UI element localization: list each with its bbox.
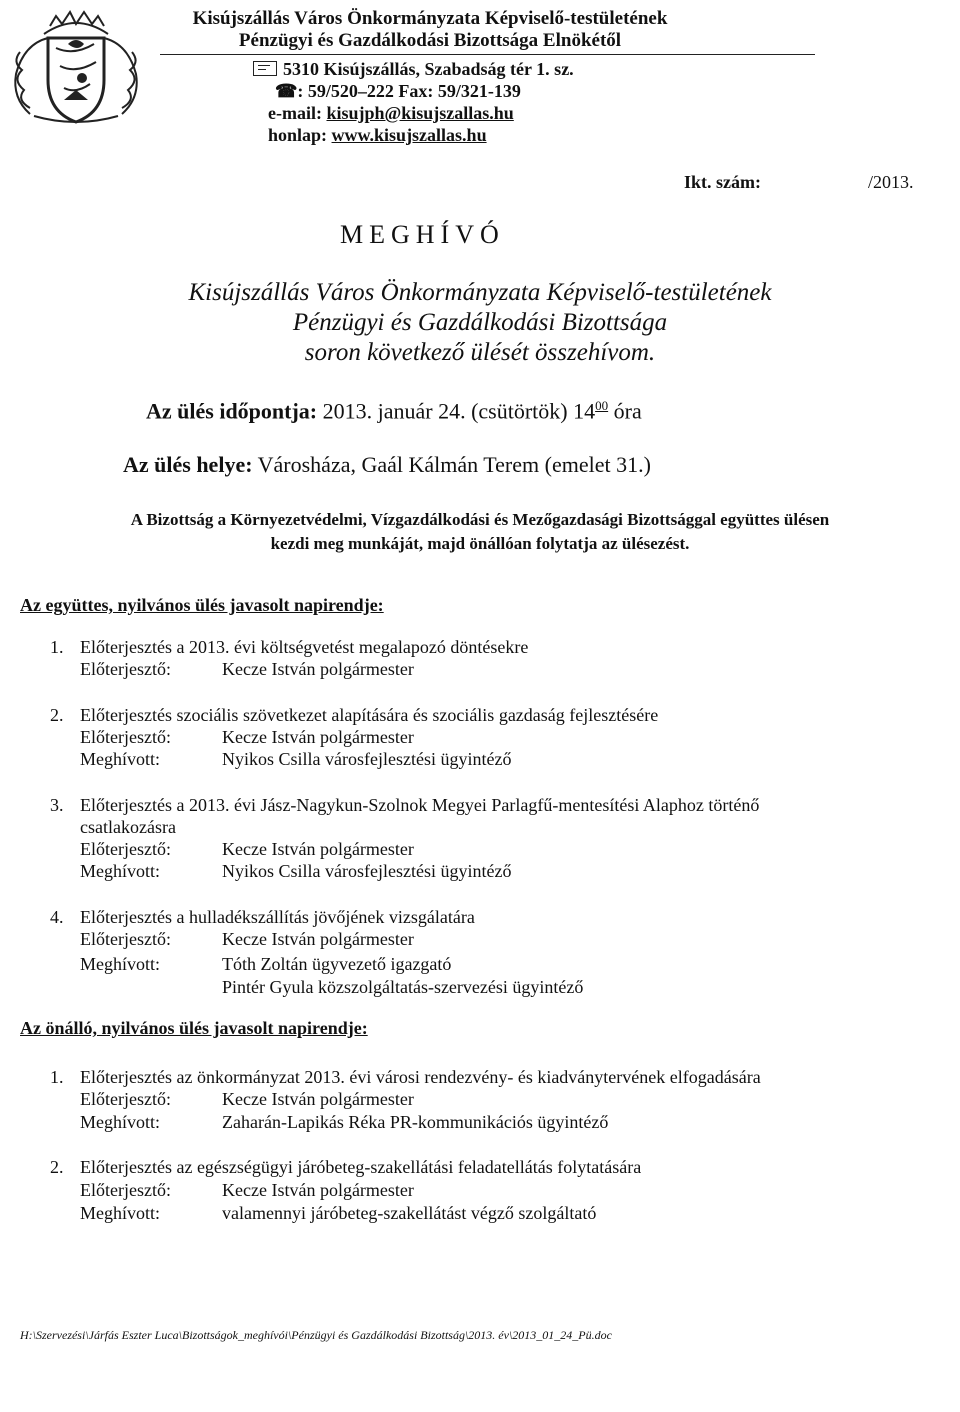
phone-icon: ☎ [275,81,298,101]
email-line [268,102,514,124]
joint-agenda-heading: Az együttes, nyilvános ülés javasolt napirendje: [20,595,384,615]
agenda-item-title: Előterjesztés a hulladékszállítás jövőjének vizsgálatára [80,907,475,927]
agenda-item-title: Előterjesztés a 2013. évi Jász-Nagykun-Szolnok Megyei Parlagfű-mentesítési Alaphoz történő [80,795,760,815]
address-line [253,58,574,80]
presenter-label: Előterjesztő: [80,929,171,949]
coat-of-arms-icon [4,4,148,128]
meeting-time-value: 2013. január 24. (csütörtök) 14 [322,398,596,424]
presenter-name: Kecze István polgármester [222,727,414,747]
agenda-item-title: Előterjesztés a 2013. évi költségvetést megalapozó döntésekre [80,637,529,657]
invitee-name: Zaharán-Lapikás Réka PR-kommunikációs ügyintéző [222,1112,609,1132]
presenter-name: Kecze István polgármester [222,1089,414,1109]
email-label: e-mail: [268,103,322,123]
meeting-time [146,398,642,424]
presenter-name: Kecze István polgármester [222,839,414,859]
meeting-time-minutes: 00 [595,398,609,413]
header-divider [160,54,815,55]
invitee-label: Meghívott: [80,1112,160,1132]
meeting-time-label: Az ülés időpontja: [146,398,318,424]
website-label: honlap: [268,125,328,145]
invitee-label: Meghívott: [80,861,160,881]
mailbox-icon [253,61,277,76]
agenda-item-title: Előterjesztés szociális szövetkezet alapítására és szociális gazdaság fejlesztésére [80,705,659,725]
agenda-item-number: 1. [50,1067,64,1087]
presenter-name: Kecze István polgármester [222,1180,414,1200]
agenda-item-number: 4. [50,907,64,927]
sender-line-2: Pénzügyi és Gazdálkodási Bizottsága Elnökétől [238,30,622,51]
presenter-label: Előterjesztő: [80,727,171,747]
email-link[interactable]: kisujph@kisujszallas.hu [326,103,514,123]
meeting-place-value: Városháza, Gaál Kálmán Terem (emelet 31.) [257,452,651,477]
agenda-item-title: Előterjesztés az önkormányzat 2013. évi városi rendezvény- és kiadványtervének elfogadására [80,1067,761,1087]
agenda-item-number: 3. [50,795,64,815]
file-path-footer: H:\Szervezési\Járfás Eszter Luca\Bizottságok_meghívói\Pénzügyi és Gazdálkodási Bizottság\2013. év\2013_01_24_Pü.doc [20,1328,612,1342]
meeting-place-label: Az ülés helye: [123,452,253,477]
agenda-item-number: 1. [50,637,64,657]
registry-number-value: /2013. [868,172,914,192]
meeting-place [123,452,651,478]
address-text: 5310 Kisújszállás, Szabadság tér 1. sz. [283,59,574,79]
agenda-item-number: 2. [50,705,64,725]
phone-line [275,80,521,102]
presenter-name: Kecze István polgármester [222,659,414,679]
intro-line-2: Pénzügyi és Gazdálkodási Bizottsága [292,309,668,336]
own-agenda-heading: Az önálló, nyilvános ülés javasolt napirendje: [20,1018,368,1038]
invitee-name: Nyikos Csilla városfejlesztési ügyintéző [222,749,512,769]
notice-line-1: A Bizottság a Környezetvédelmi, Vízgazdálkodási és Mezőgazdasági Bizottsággal együttes ülésen [130,510,830,529]
invitee-name: Nyikos Csilla városfejlesztési ügyintéző [222,861,512,881]
phone-fax-text: : 59/520–222 Fax: 59/321-139 [297,81,521,101]
website-link[interactable]: www.kisujszallas.hu [331,125,487,145]
invitee-label: Meghívott: [80,749,160,769]
invitee-label: Meghívott: [80,954,160,974]
agenda-item-title: Előterjesztés az egészségügyi járóbeteg-szakellátási feladatellátás folytatására [80,1157,642,1177]
registry-number-label: Ikt. szám: [684,172,761,192]
presenter-label: Előterjesztő: [80,659,171,679]
document-title: MEGHÍVÓ [340,220,505,249]
meeting-time-suffix: óra [613,398,642,424]
invitee-name: Pintér Gyula közszolgáltatás-szervezési ügyintéző [222,977,584,997]
website-line [268,124,487,146]
agenda-item-title-cont: csatlakozásra [80,817,176,837]
invitee-label: Meghívott: [80,1203,160,1223]
presenter-name: Kecze István polgármester [222,929,414,949]
invitee-name: Tóth Zoltán ügyvezető igazgató [222,954,452,974]
sender-line-1: Kisújszállás Város Önkormányzata Képviselő-testületének [192,8,668,29]
intro-line-1: Kisújszállás Város Önkormányzata Képviselő-testületének [188,279,772,306]
presenter-label: Előterjesztő: [80,1089,171,1109]
presenter-label: Előterjesztő: [80,1180,171,1200]
presenter-label: Előterjesztő: [80,839,171,859]
agenda-item-number: 2. [50,1157,64,1177]
intro-line-3: soron következő ülését összehívom. [304,339,656,366]
notice-line-2: kezdi meg munkáját, majd önállóan folytatja az ülésezést. [270,534,690,553]
invitee-name: valamennyi járóbeteg-szakellátást végző szolgáltató [222,1203,597,1223]
